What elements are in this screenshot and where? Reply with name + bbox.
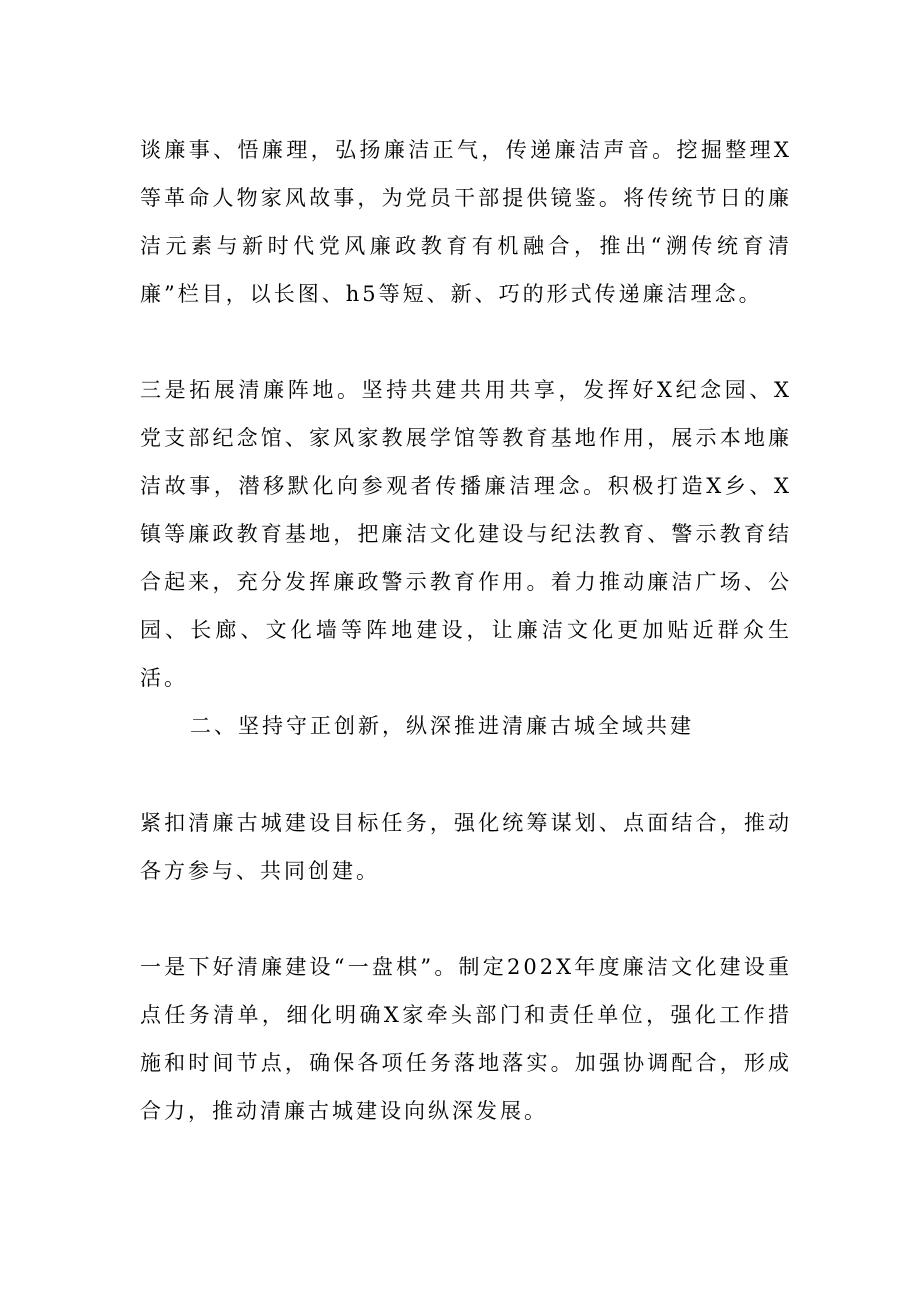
paragraph-clean-culture-stories: 谈廉事、悟廉理，弘扬廉洁正气，传递廉洁声音。挖掘整理X等革命人物家风故事，为党员干部提供镜鉴。将传统节日的廉洁元素与新时代党风廉政教育有机融合，推出“溯传统育清廉”栏目，以长图、h5等短、新、巧的形式传递廉洁理念。 [140,138,792,306]
paragraph-section-intro: 紧扣清廉古城建设目标任务，强化统筹谋划、点面结合，推动各方参与、共同创建。 [140,811,792,883]
section-heading: 二、坚持守正创新，纵深推进清廉古城全域共建 [190,714,694,738]
paragraph-clean-construction-plan: 一是下好清廉建设“一盘棋”。制定202X年度廉洁文化建设重点任务清单，细化明确X家牵头部门和责任单位，强化工作措施和时间节点，确保各项任务落地落实。加强协调配合，形成合力，推动清廉古城建设向纵深发展。 [140,955,792,1123]
paragraph-expand-clean-positions: 三是拓展清廉阵地。坚持共建共用共享，发挥好X纪念园、X党支部纪念馆、家风家教展学馆等教育基地作用，展示本地廉洁故事，潜移默化向参观者传播廉洁理念。积极打造X乡、X镇等廉政教育基地，把廉洁文化建设与纪法教育、警示教育结合起来，充分发挥廉政警示教育作用。着力推动廉洁广场、公园、长廊、文化墙等阵地建设，让廉洁文化更加贴近群众生活。 [140,378,792,690]
